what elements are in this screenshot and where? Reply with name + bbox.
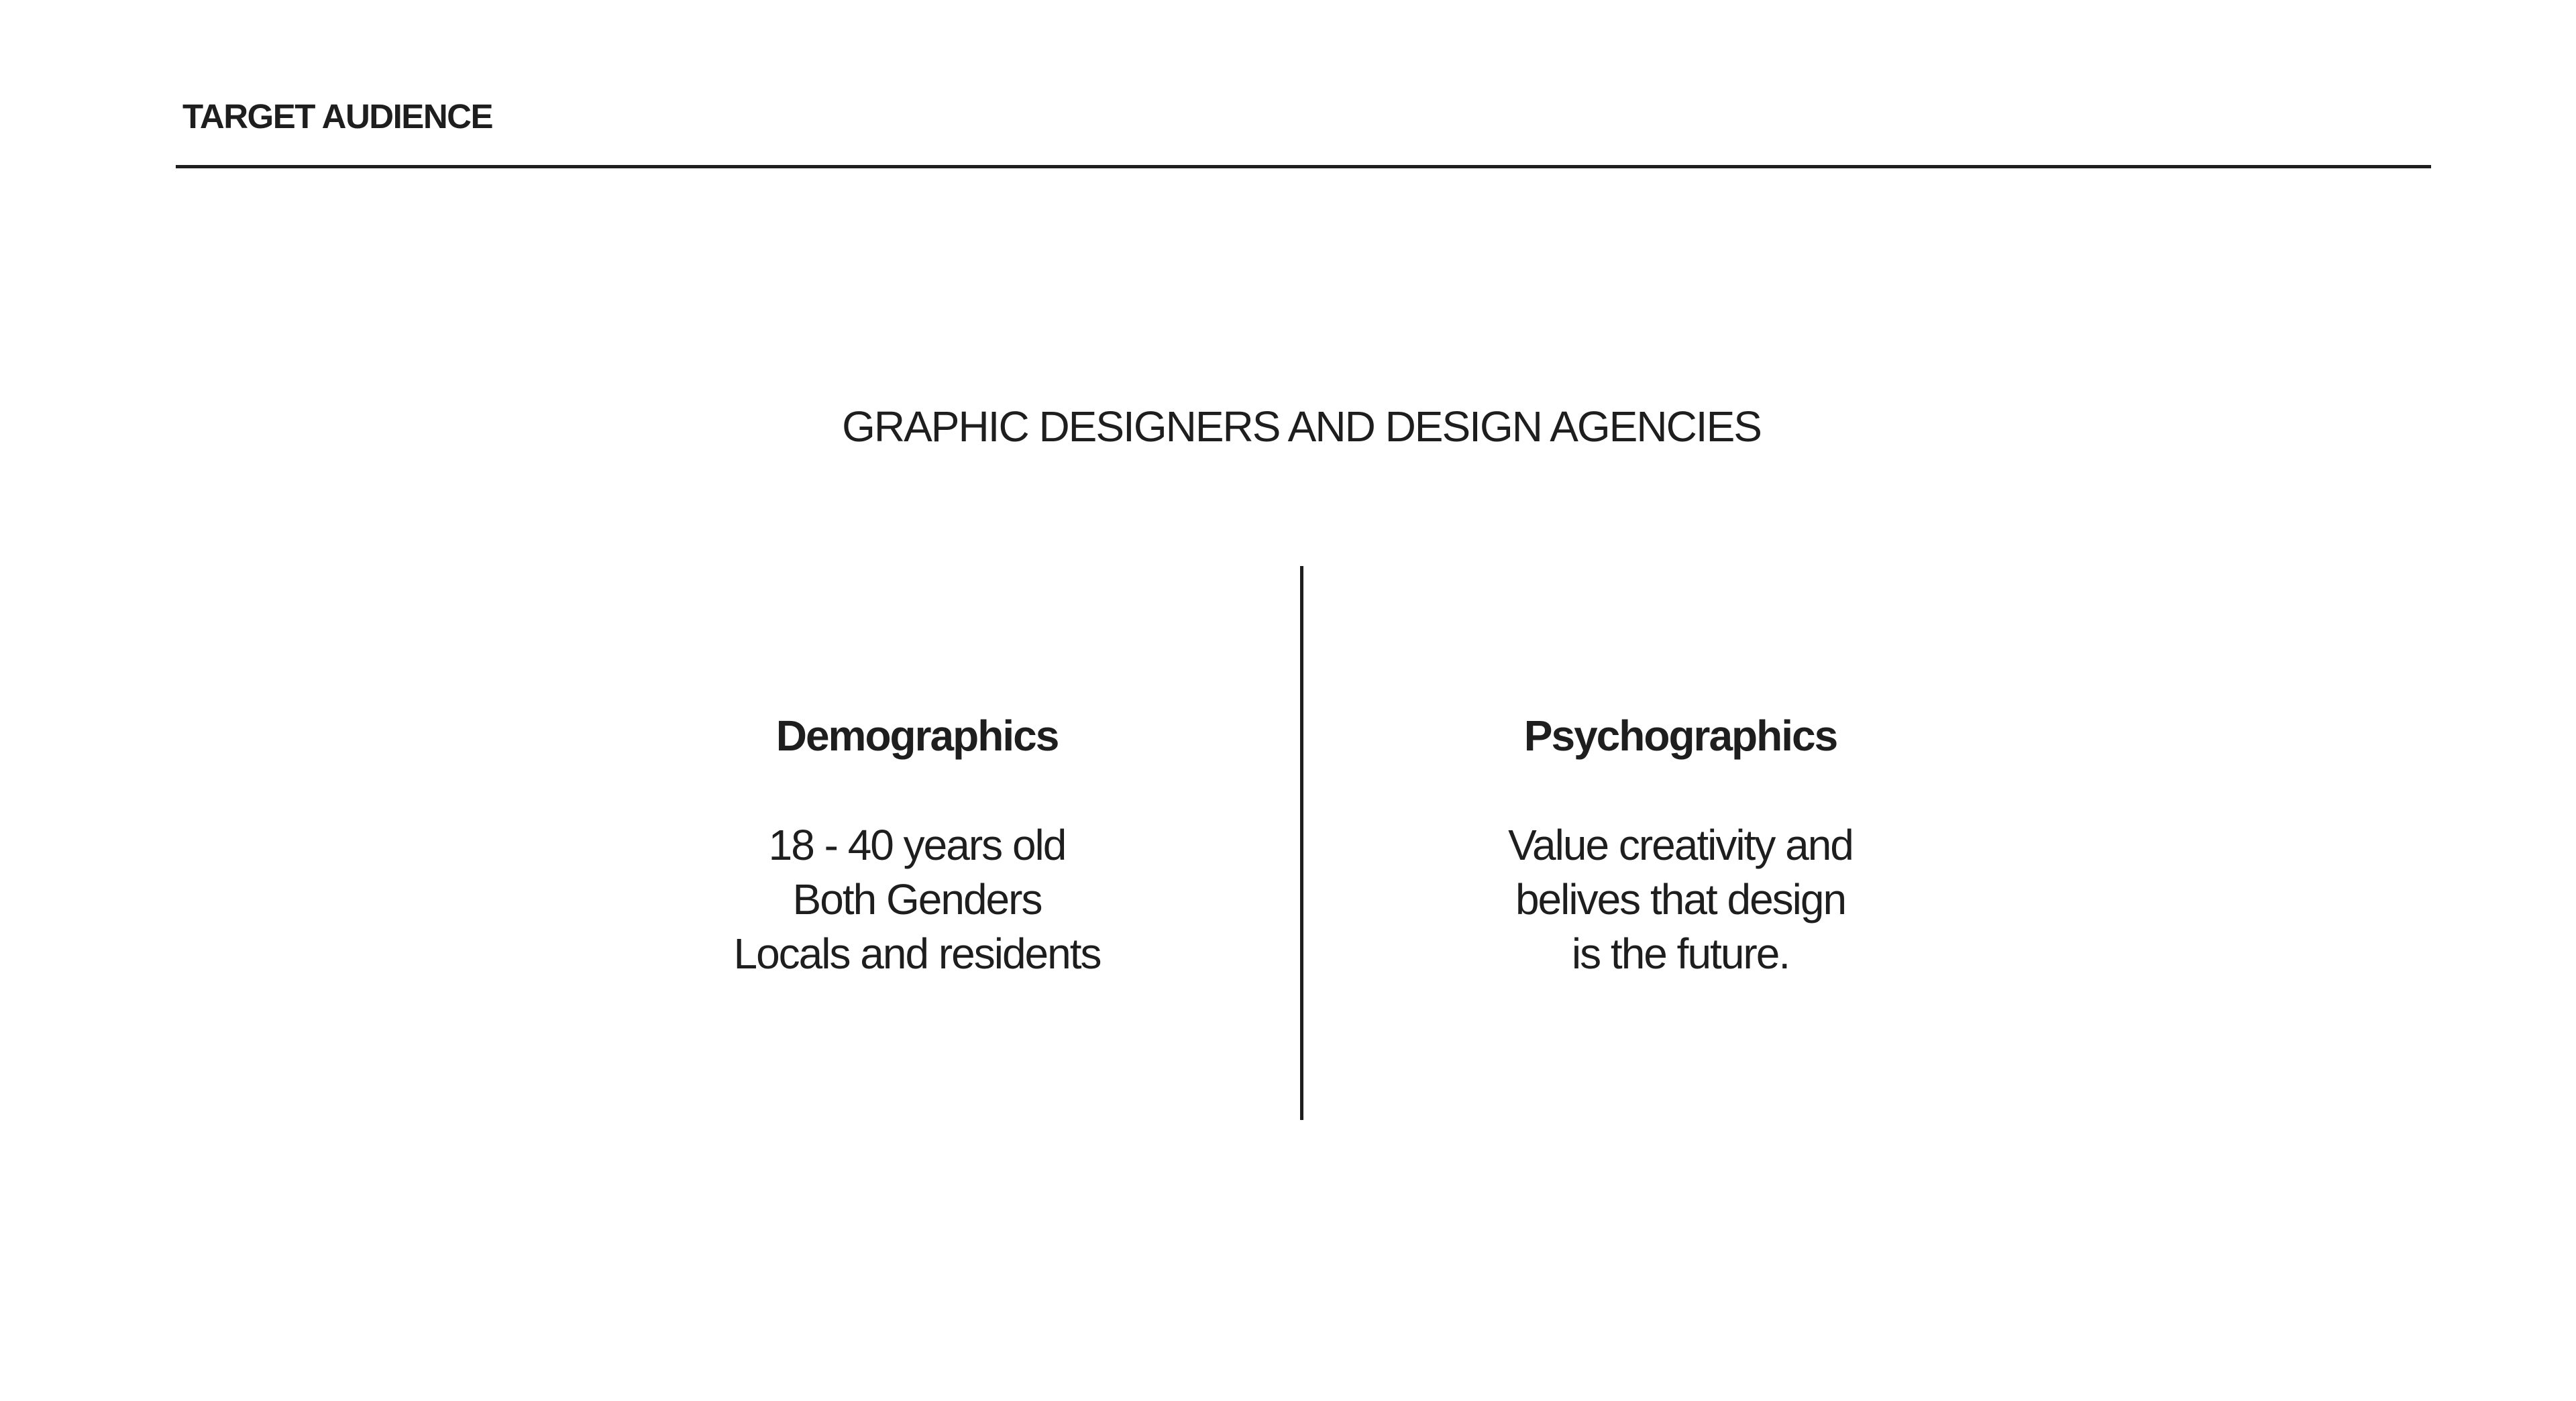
demographics-list [582,818,1252,981]
psychographics-line: Value creativity and [1508,821,1853,869]
psychographics-list [1345,818,2016,981]
psychographics-section [1345,711,2016,981]
demographics-heading: Demographics [775,712,1059,760]
audience-title: GRAPHIC DESIGNERS AND DESIGN AGENCIES [842,402,1761,451]
header-divider [176,165,2431,168]
psychographics-line: is the future. [1571,930,1790,978]
page-title: TARGET AUDIENCE [182,97,492,135]
column-divider [1300,566,1303,1120]
demographics-line: 18 - 40 years old [768,821,1066,869]
psychographics-heading: Psychographics [1523,712,1837,760]
demographics-section [582,711,1252,981]
psychographics-line: belives that design [1515,875,1846,923]
demographics-line: Locals and residents [733,930,1101,978]
demographics-line: Both Genders [792,875,1042,923]
